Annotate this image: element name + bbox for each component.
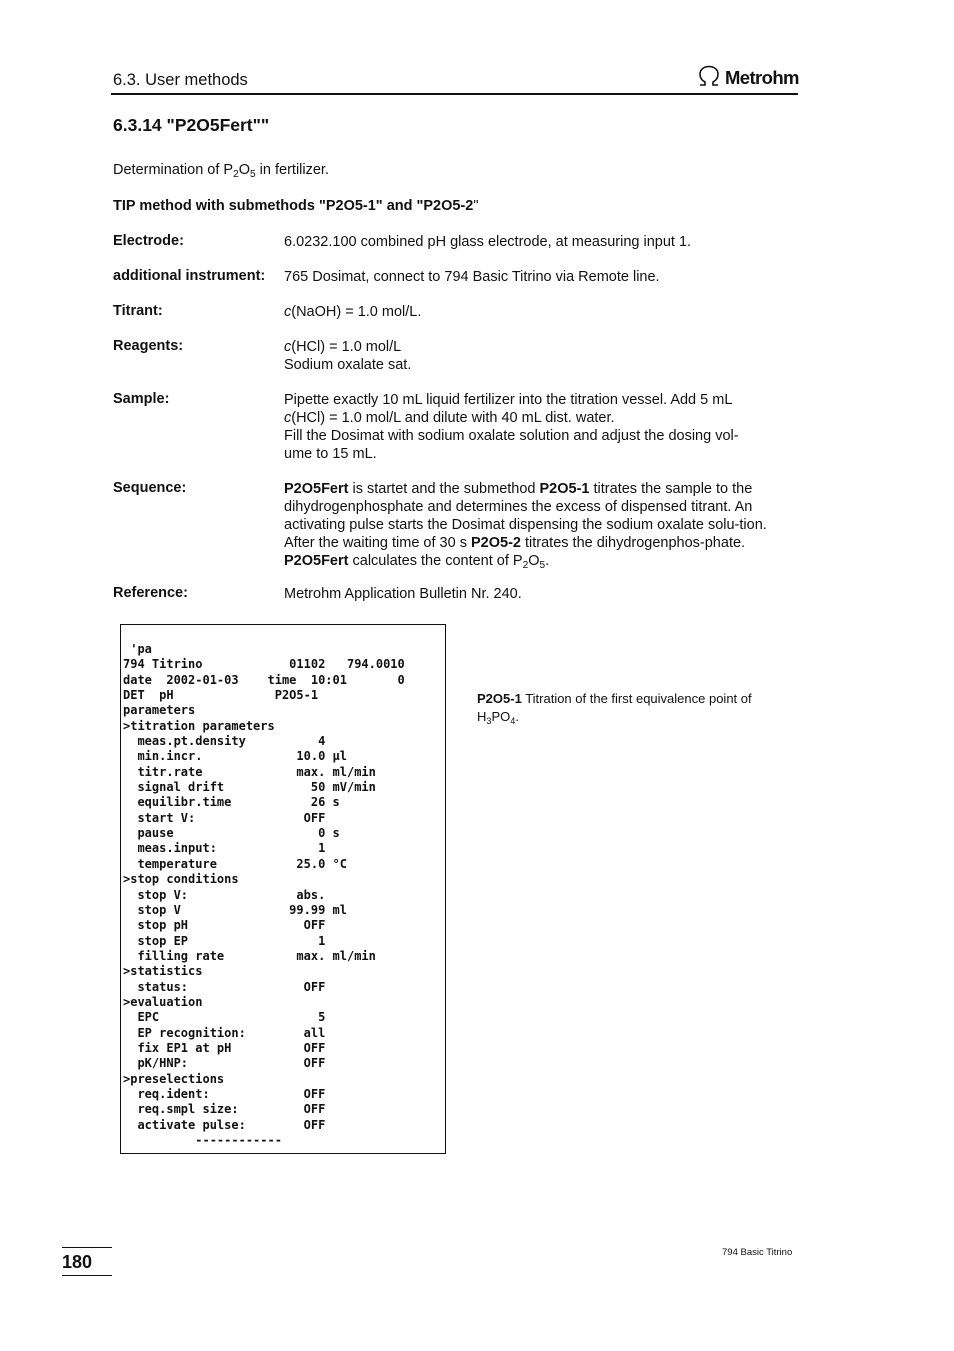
parameter-listing: 'pa 794 Titrino 01102 794.0010 date 2002-01-03 time 10:01 0 DET pH P2O5-1 parameters >titration parameters meas.pt.density 4 min.incr. 10.0 µl titr.rate max. ml/min signal drift 50 mV/min equilibr.time 26 s start V: OFF pause 0 s meas.input: 1 temperature 25.0 °C >stop conditions stop V: abs. stop V 99.99 ml stop pH OFF stop EP 1 filling rate max. ml/min >statistics status: OFF >evaluation EPC 5 EP recognition: all fix EP1 at pH OFF pK/HNP: OFF >preselections req.ident: OFF req.smpl size: OFF activate pulse: OFF ------------: [123, 642, 405, 1147]
instrument-label: additional instrument:: [113, 268, 266, 284]
page-number-rule-bottom: [62, 1275, 112, 1276]
titrant-value: c(NaOH) = 1.0 mol/L.: [284, 304, 422, 320]
sample-label: Sample:: [113, 391, 170, 407]
omega-icon: [697, 65, 721, 91]
electrode-value: 6.0232.100 combined pH glass electrode, at measuring input 1.: [284, 234, 692, 250]
sample-value: Pipette exactly 10 mL liquid fertilizer into the titration vessel. Add 5 mL c(HCl) = 1.0 mol/L and dilute with 40 mL dist. water. Fill the Dosimat with sodium oxalate solution and adjust the dosing vol- ume to 15 mL.: [284, 392, 739, 462]
sequence-value: P2O5Fert is startet and the submethod P2O5-1 titrates the sample to the dihydrogenphosphate and determines the excess of dispensed titrant. An activating pulse starts the Dosimat dispensing the sodium oxalate solu-tion. After the waiting time of 30 s P2O5-2 titrates the dihydrogenphos-phate. P2O5Fert calculates the content of $P_2O_5$.: [284, 481, 767, 571]
instrument-value: 765 Dosimat, connect to 794 Basic Titrino via Remote line.: [284, 269, 660, 285]
reference-label: Reference:: [113, 585, 188, 601]
reagents-label: Reagents:: [113, 338, 184, 354]
reference-value: Metrohm Application Bulletin Nr. 240.: [284, 586, 522, 602]
tip-method-line: TIP method with submethods "P2O5-1" and "P2O5-2": [113, 198, 479, 214]
page-number-rule-top: [62, 1247, 112, 1248]
page-number: 180: [62, 1252, 93, 1272]
brand-name: Metrohm: [725, 67, 799, 88]
page-title: 6.3.14 "P2O5Fert"": [113, 115, 270, 135]
parameter-listing-box: [120, 624, 446, 1154]
reagents-value: c(HCl) = 1.0 mol/L Sodium oxalate sat.: [284, 339, 412, 373]
electrode-label: Electrode:: [113, 233, 184, 249]
header-rule: [111, 93, 798, 95]
section-header: 6.3. User methods: [113, 71, 248, 89]
footer-product: 794 Basic Titrino: [722, 1247, 793, 1258]
metrohm-logo: [697, 66, 799, 90]
sequence-label: Sequence:: [113, 480, 187, 496]
listing-caption: P2O5-1 Titration of the first equivalence point of $H_3PO_4$.: [477, 691, 752, 726]
intro-text: Determination of $P_2O_5$ in fertilizer.: [113, 162, 329, 180]
titrant-label: Titrant:: [113, 303, 163, 319]
